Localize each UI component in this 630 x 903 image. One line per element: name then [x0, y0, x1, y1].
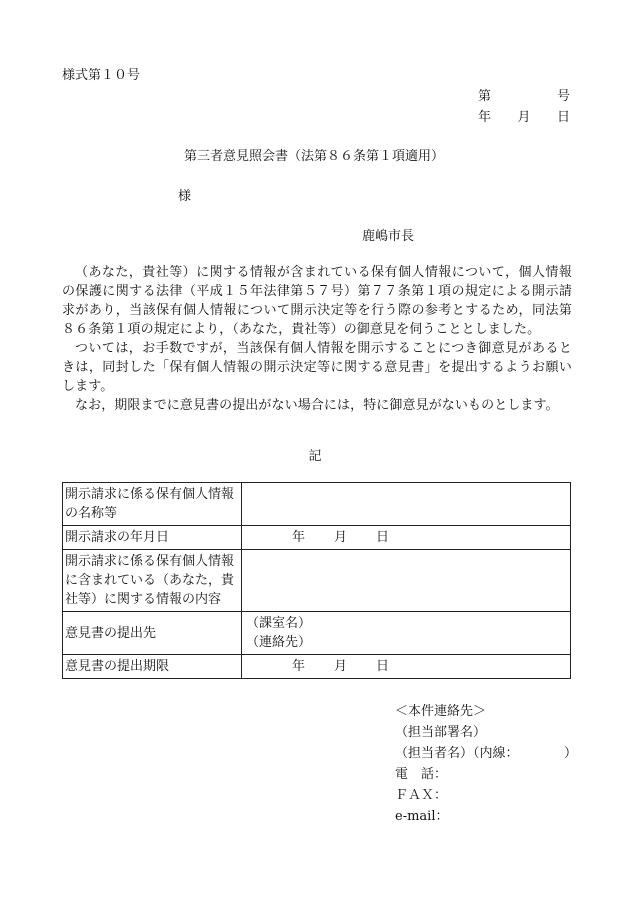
reference-date: [478, 106, 570, 125]
row-value-info-name: [242, 483, 571, 526]
row-value-submit-to: [242, 612, 571, 655]
date-year: 年: [478, 110, 492, 125]
document-title: 第三者意見照会書（法第８６条第１項適用）: [183, 149, 444, 164]
deadline-day: 日: [376, 659, 390, 674]
deadline-year: 年: [292, 659, 306, 674]
row-label-submit-to: 意見書の提出先: [63, 612, 242, 655]
row-label-info-name: 開示請求に係る保有個人情報の名称等: [63, 483, 242, 526]
form-number: 様式第１０号: [62, 68, 141, 83]
contact-heading: ＜本件連絡先＞: [395, 704, 487, 719]
contact-block: [395, 701, 577, 827]
row-label-deadline: 意見書の提出期限: [63, 655, 242, 679]
deadline-month: 月: [334, 659, 348, 674]
contact-dept: （担当部署名）: [395, 725, 487, 740]
request-date-month: 月: [334, 530, 348, 545]
contact-fax: ＦＡＸ：: [395, 788, 448, 803]
request-date-day: 日: [376, 530, 390, 545]
table-row: [63, 483, 571, 526]
row-label-info-content: 開示請求に係る保有個人情報に含まれている（あなた，貴社等）に関する情報の内容: [63, 550, 242, 612]
body-paragraph-1: （あなた，貴社等）に関する情報が含まれている保有個人情報について，個人情報の保護に関する法律（平成１５年法律第５７号）第７７条第１項の規定による開示請求があり，当該保有個人情報について開示決定等を行う際の参考とするため，同法第８６条第１項の規定により，（あなた，貴社等）の御意見を伺うこととしました。: [62, 265, 572, 337]
row-value-deadline: [242, 655, 571, 679]
table-row: [63, 612, 571, 655]
contact-person: （担当者名）（内線： ）: [395, 746, 578, 761]
submit-to-contact: （連絡先）: [246, 635, 312, 650]
table-row: [63, 655, 571, 679]
reference-block: [478, 85, 570, 125]
table-row: [63, 550, 571, 612]
body-paragraph-2: ついては，お手数ですが，当該保有個人情報を開示することにつき御意見があるときは，同封した「保有個人情報の開示決定等に関する意見書」を提出するようお願いします。: [62, 341, 572, 394]
ki-heading: 記: [308, 449, 322, 464]
ref-no-suffix: 号: [556, 89, 570, 104]
contact-email: e-mail：: [395, 809, 449, 824]
sender-name: 鹿嶋市長: [362, 229, 415, 244]
row-label-request-date: 開示請求の年月日: [63, 526, 242, 550]
contact-phone: 電 話：: [395, 767, 448, 782]
reference-number: [478, 85, 570, 106]
submit-to-section: （課室名）: [246, 616, 312, 631]
request-date-year: 年: [292, 530, 306, 545]
info-table: [62, 482, 571, 679]
row-value-info-content: [242, 550, 571, 612]
body-paragraph-3: なお，期限までに意見書の提出がない場合には，特に御意見がないものとします。: [75, 398, 559, 413]
body-text: [62, 263, 572, 415]
date-month: 月: [517, 110, 531, 125]
table-row: [63, 526, 571, 550]
row-value-request-date: [242, 526, 571, 550]
date-day: 日: [556, 110, 570, 125]
ref-no-prefix: 第: [478, 89, 492, 104]
addressee-suffix: 様: [178, 189, 192, 204]
